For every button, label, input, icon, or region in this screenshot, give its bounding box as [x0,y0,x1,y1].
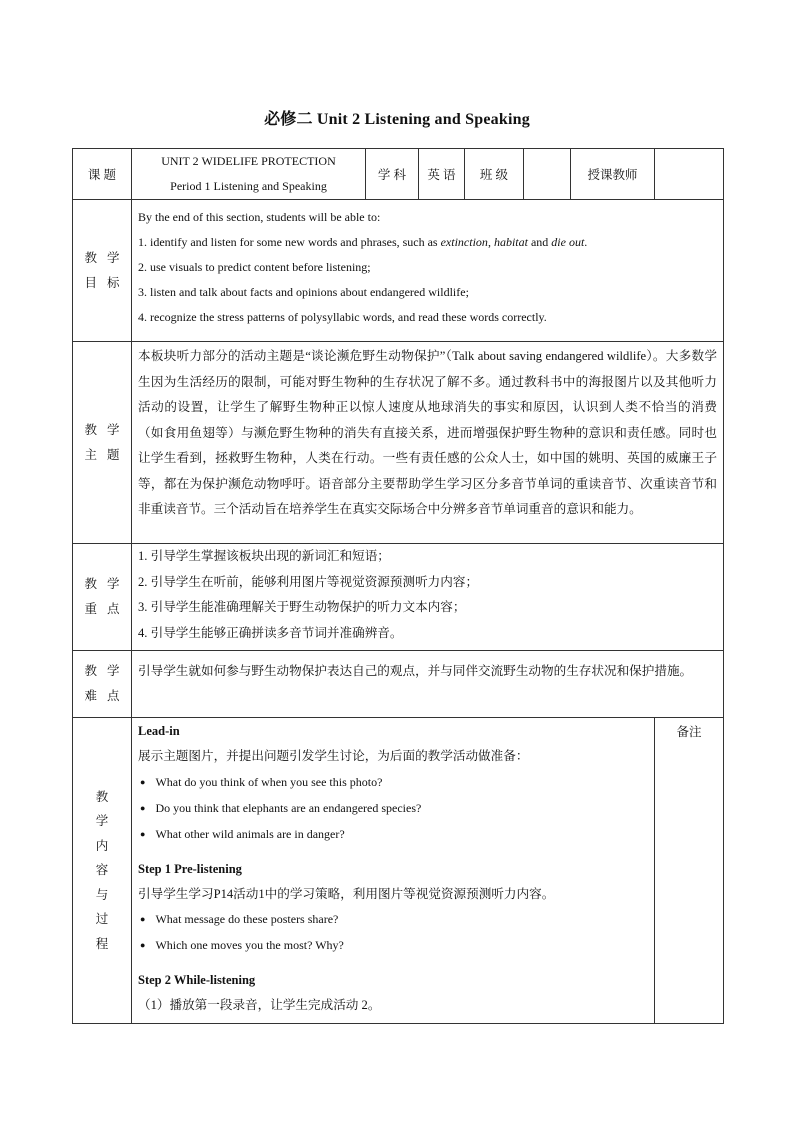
leadin-title: Lead-in [138,724,180,738]
notes-cell: 备注 [655,718,724,1024]
difficulties-content: 引导学生就如何参与野生动物保护表达自己的观点，并与同伴交流野生动物的生存状况和保护措施。 [132,651,724,718]
key-points-content [132,544,724,651]
step1-question: ● What message do these posters share? [138,907,648,933]
key-points-label: 教学 重点 [73,544,132,651]
process-label: 教 学 内 容 与 过 程 [73,718,132,1024]
theme-content: 本板块听力部分的活动主题是“谈论濒危野生动物保护”（Talk about saving endangered wildlife）。大多数学生因为生活经历的限制，可能对野生物种的生存状况了解不多。通过教科书中的海报图片以及其他听力活动的设置，让学生了解野生物种正以惊人速度从地球消失的事实和原因，认识到人类不恰当的消费（如食用鱼翅等）与濒危野生物种的消失有直接关系，进而增强保护野生物种的意识和责任感。同时也让学生看到，拯救野生物种，人类在行动。一些有责任感的公众人士，如中国的姚明、英国的威廉王子等，都在为保护濒危动物呼吁。语音部分主要帮助学生学习区分多音节单词的重读音节、次重读音节和非重读音节。三个活动旨在培养学生在真实交际场合中分辨多音节单词重音的意识和能力。 [132,342,724,544]
lesson-plan-table [72,148,724,1024]
objective-item-3: 3. listen and talk about facts and opinions about endangered wildlife; [138,285,469,299]
theme-row [73,342,724,544]
header-row [73,149,724,200]
teacher-value [655,149,724,200]
key-point-item: 3. 引导学生能准确理解关于野生动物保护的听力文本内容； [138,600,466,614]
objectives-label: 教学 目标 [73,200,132,342]
teacher-label: 授课教师 [571,149,655,200]
key-point-item: 2. 引导学生在听前，能够利用图片等视觉资源预测听力内容； [138,574,479,589]
leadin-question: ● What do you think of when you see this photo? [138,770,648,796]
course-label: 课 题 [73,149,132,200]
objectives-row [73,200,724,342]
process-row [73,718,724,1024]
leadin-intro: 展示主题图片，并提出问题引发学生讨论，为后面的教学活动做准备： [138,749,529,763]
subject-label: 学 科 [366,149,419,200]
course-title-line1: UNIT 2 WIDELIFE PROTECTION [161,154,336,168]
leadin-question: ● What other wild animals are in danger? [138,822,648,848]
class-label: 班 级 [465,149,524,200]
objective-item-1: 1. identify and listen for some new words and phrases, such as extinction, habitat and die out. [138,235,588,249]
class-value [524,149,571,200]
course-title-cell [132,149,366,200]
course-title-line2: Period 1 Listening and Speaking [170,179,327,193]
step2-item: （1）播放第一段录音，让学生完成活动 2。 [138,998,381,1012]
key-point-item: 1. 引导学生掌握该板块出现的新词汇和短语； [138,549,390,563]
objectives-content [132,200,724,342]
theme-label: 教学 主题 [73,342,132,544]
difficulties-label: 教学 难点 [73,651,132,718]
step1-title: Step 1 Pre-listening [138,861,242,876]
key-points-row [73,544,724,651]
process-content [132,718,655,1024]
step1-question: ● Which one moves you the most? Why? [138,933,648,959]
objective-item-2: 2. use visuals to predict content before listening; [138,260,371,274]
subject-value: 英 语 [419,149,465,200]
objectives-intro: By the end of this section, students will be able to: [138,210,381,224]
leadin-question: ● Do you think that elephants are an endangered species? [138,796,648,822]
objective-item-4: 4. recognize the stress patterns of polysyllabic words, and read these words correctly. [138,310,547,324]
difficulties-row [73,651,724,718]
page-title: 必修二 Unit 2 Listening and Speaking [264,111,530,128]
key-point-item: 4. 引导学生能够正确拼读多音节词并准确辨音。 [138,625,403,640]
step2-title: Step 2 While-listening [138,973,256,987]
step1-intro: 引导学生学习P14活动1中的学习策略，利用图片等视觉资源预测听力内容。 [138,886,555,901]
